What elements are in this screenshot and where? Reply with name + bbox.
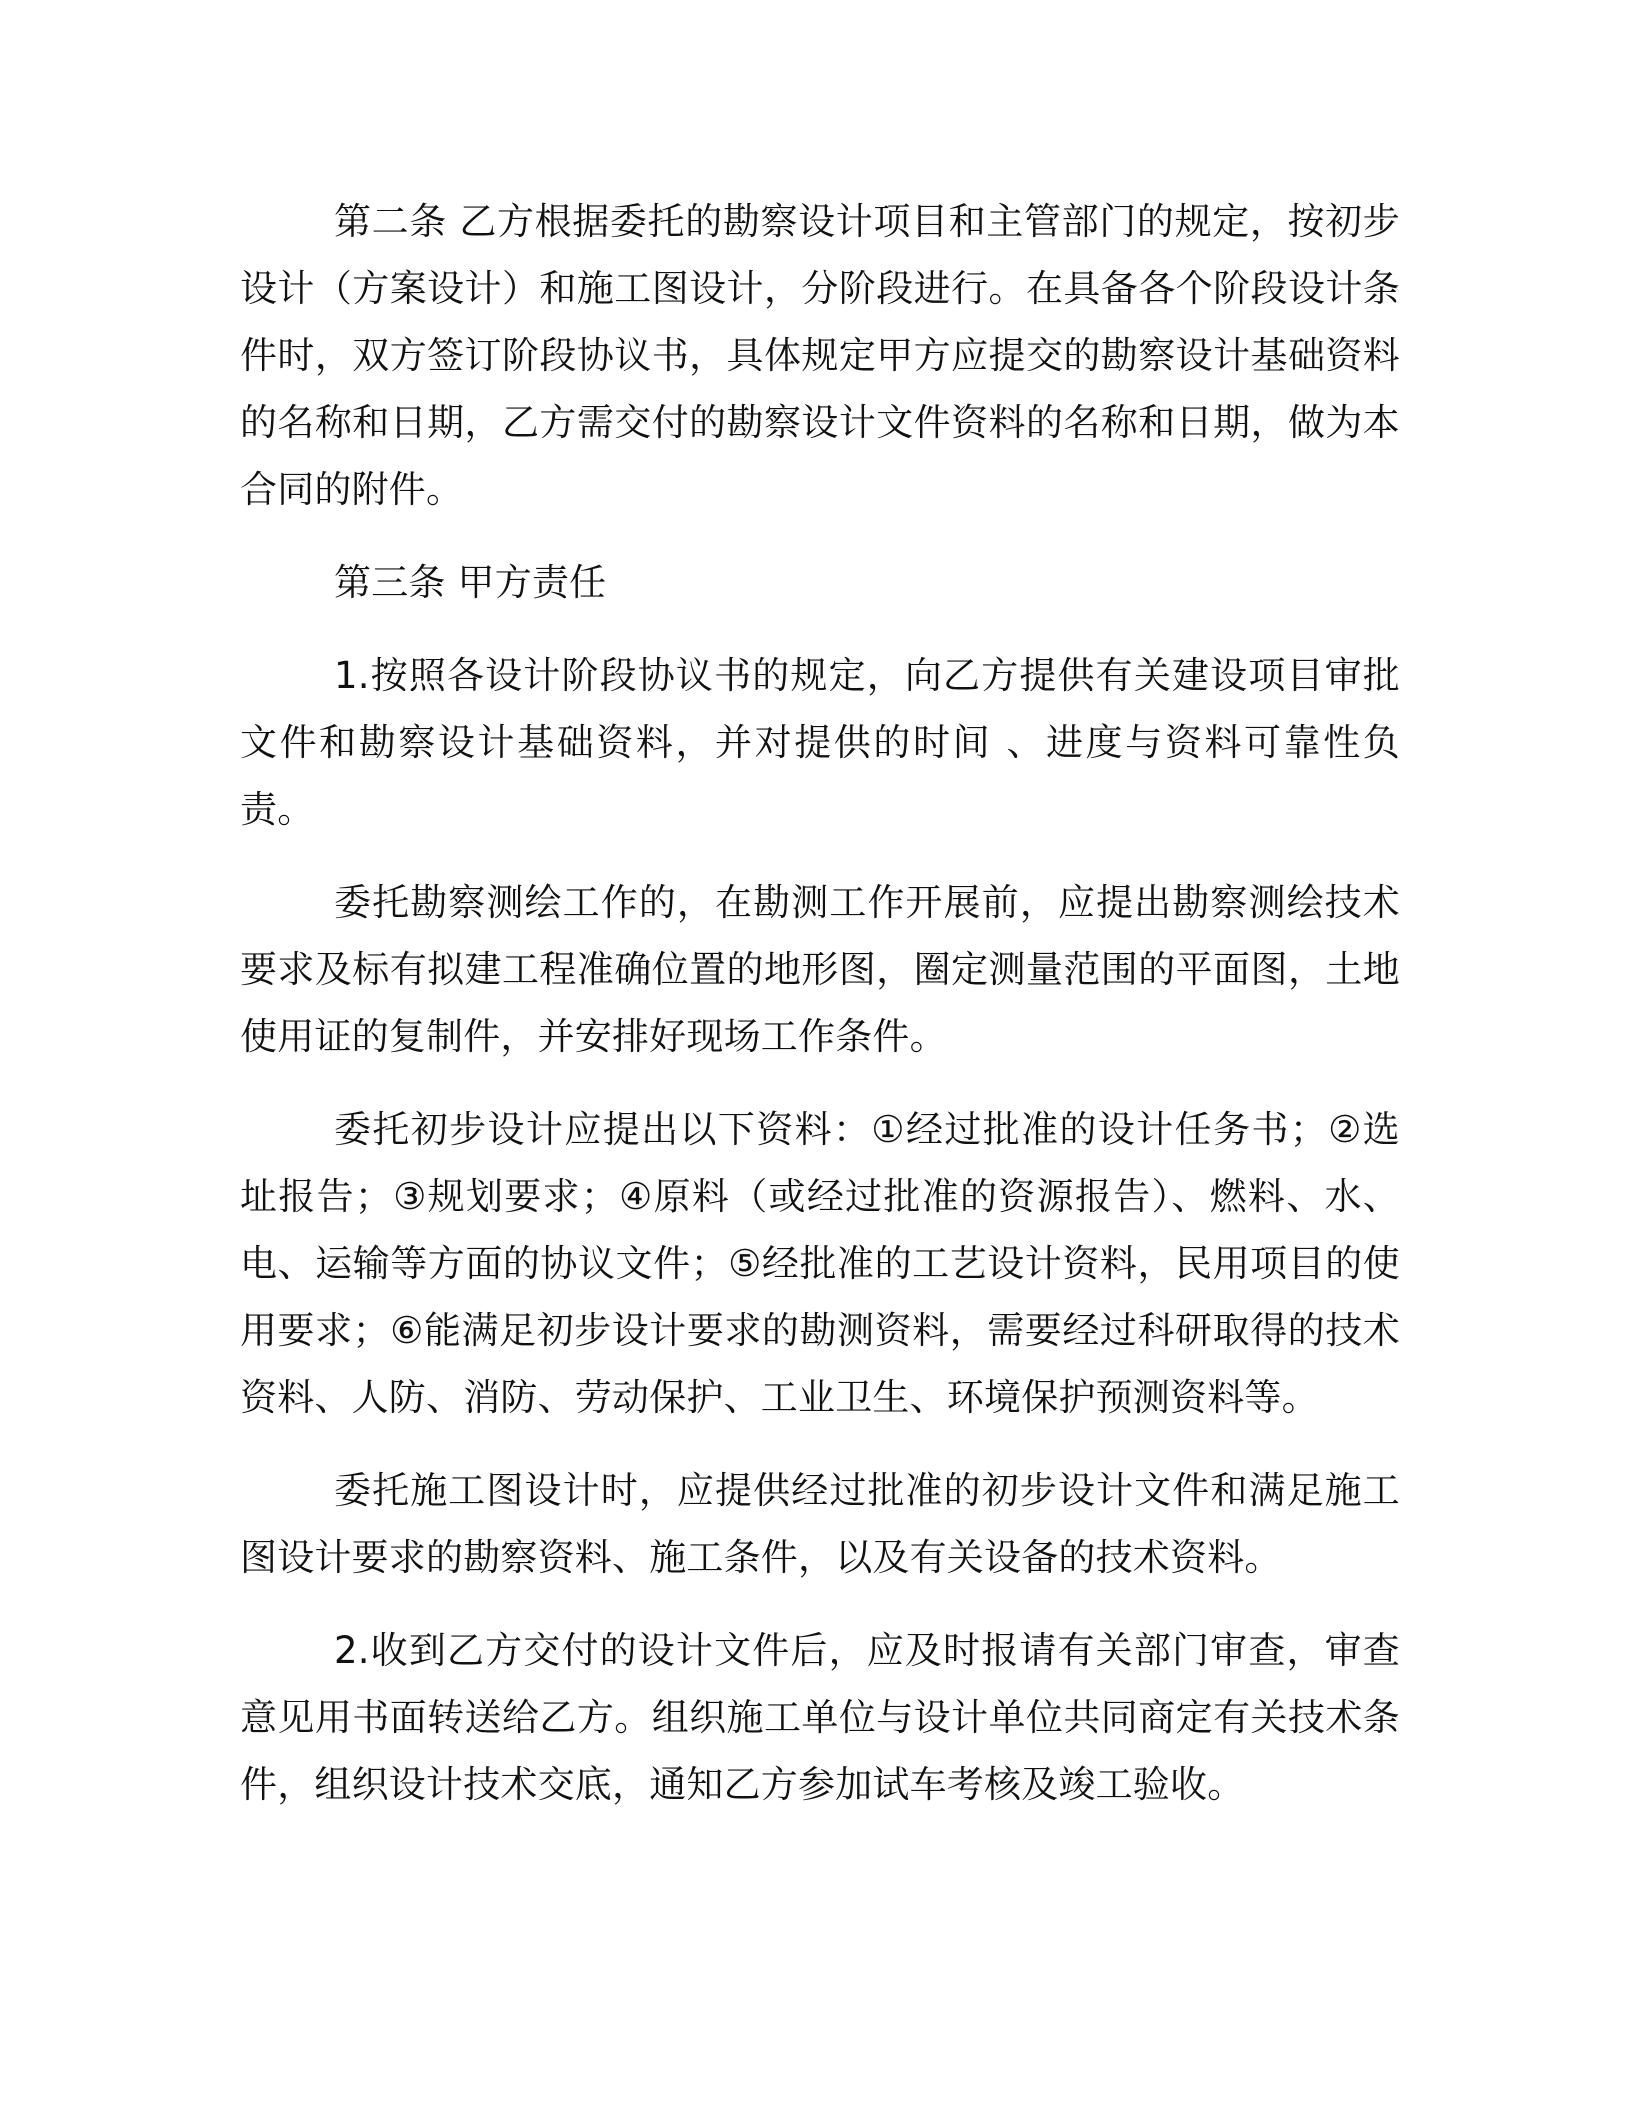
survey-requirements-paragraph: 委托勘察测绘工作的，在勘测工作开展前，应提出勘察测绘技术要求及标有拟建工程准确位置的地形图，圈定测量范围的平面图，土地使用证的复制件，并安排好现场工作条件。 bbox=[240, 881, 1400, 1058]
clause-2-paragraph: 2.收到乙方交付的设计文件后，应及时报请有关部门审查，审查意见用书面转送给乙方。组织施工单位与设计单位共同商定有关技术条件，组织设计技术交底，通知乙方参加试车考核及竣工验收。 bbox=[240, 1629, 1400, 1806]
clause-1-paragraph: 1.按照各设计阶段协议书的规定，向乙方提供有关建设项目审批文件和勘察设计基础资料，并对提供的时间 、进度与资料可靠性负责。 bbox=[240, 654, 1400, 831]
document-body bbox=[240, 188, 1400, 1844]
preliminary-design-materials-paragraph: 委托初步设计应提出以下资料：①经过批准的设计任务书；②选址报告；③规划要求；④原料（或经过批准的资源报告）、燃料、水、电、运输等方面的协议文件；⑤经批准的工艺设计资料，民用项目的使用要求；⑥能满足初步设计要求的勘测资料，需要经过科研取得的技术资料、人防、消防、劳动保护、工业卫生、环境保护预测资料等。 bbox=[240, 1108, 1400, 1419]
construction-drawing-paragraph: 委托施工图设计时，应提供经过批准的初步设计文件和满足施工图设计要求的勘察资料、施工条件，以及有关设备的技术资料。 bbox=[240, 1469, 1400, 1579]
article-3-heading: 第三条 甲方责任 bbox=[334, 561, 607, 604]
article-2-paragraph: 第二条 乙方根据委托的勘察设计项目和主管部门的规定，按初步设计（方案设计）和施工图设计，分阶段进行。在具备各个阶段设计条件时，双方签订阶段协议书，具体规定甲方应提交的勘察设计基础资料的名称和日期，乙方需交付的勘察设计文件资料的名称和日期，做为本合同的附件。 bbox=[240, 200, 1400, 511]
